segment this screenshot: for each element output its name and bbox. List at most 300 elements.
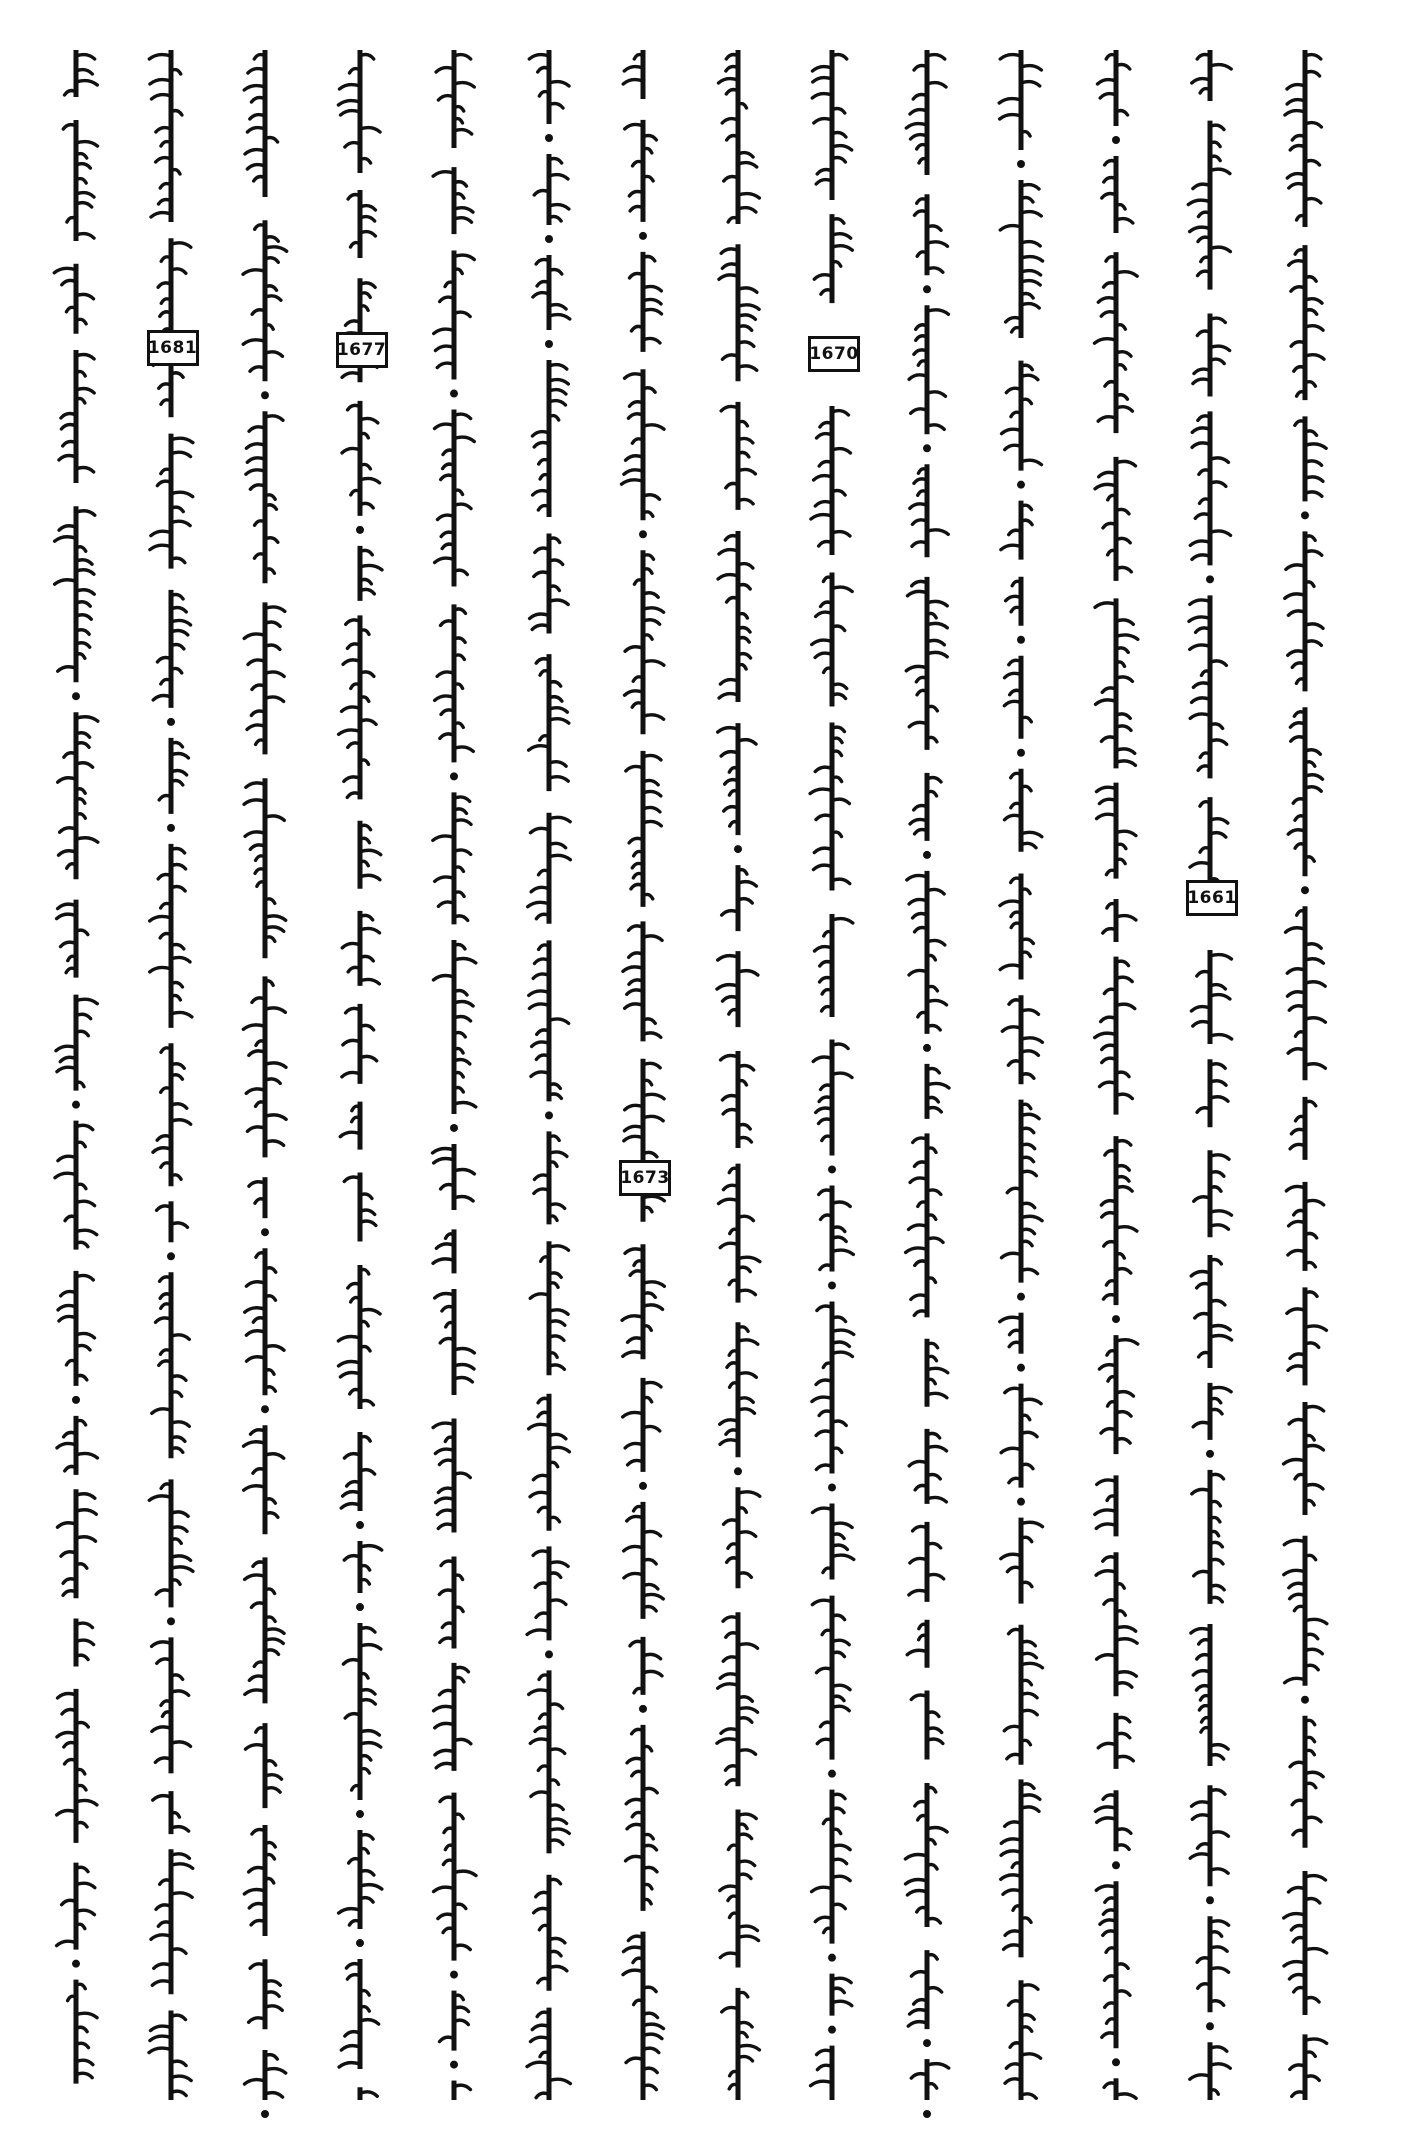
glyph-stroke [76, 81, 97, 85]
glyph-stroke [454, 820, 471, 824]
glyph-stroke [1004, 701, 1021, 705]
year-marker: 1677 [336, 332, 388, 368]
glyph-stroke [815, 502, 832, 506]
glyph-stroke [738, 315, 755, 319]
glyph-stroke [1001, 1875, 1021, 1879]
glyph-stroke [150, 1935, 170, 1939]
text-column [1275, 40, 1335, 2120]
mongolian-script-glyphs [424, 40, 484, 2120]
glyph-stroke [909, 899, 927, 903]
glyph-stroke [1116, 1392, 1133, 1396]
glyph-stroke [1305, 355, 1324, 359]
glyph-stroke [1190, 600, 1210, 604]
glyph-stroke [1002, 1253, 1021, 1257]
glyph-stroke [245, 1575, 265, 1579]
glyph-stroke [643, 1671, 662, 1675]
glyph-stroke [342, 373, 360, 377]
glyph-stroke [1190, 863, 1210, 867]
glyph-stroke [832, 1706, 849, 1710]
text-column [802, 40, 862, 2120]
glyph-stroke [171, 521, 190, 525]
glyph-stroke [927, 1000, 947, 1004]
glyph-stroke [1210, 740, 1227, 744]
punctuation-dot [828, 2026, 836, 2034]
glyph-stroke [832, 1876, 850, 1880]
glyph-stroke [832, 879, 850, 883]
glyph-stroke [434, 1706, 454, 1710]
glyph-stroke [342, 943, 360, 947]
glyph-stroke [832, 919, 853, 923]
punctuation-dot [261, 391, 269, 399]
glyph-stroke [244, 1890, 265, 1894]
glyph-stroke [1288, 1049, 1305, 1053]
glyph-stroke [832, 246, 852, 250]
glyph-stroke [738, 1861, 755, 1865]
glyph-stroke [1000, 1317, 1021, 1321]
glyph-stroke [1096, 1524, 1116, 1528]
glyph-stroke [529, 55, 549, 59]
glyph-stroke [436, 1763, 454, 1767]
glyph-stroke [244, 1486, 265, 1490]
glyph-stroke [171, 1567, 193, 1571]
glyph-stroke [527, 1630, 549, 1634]
glyph-stroke [171, 1854, 189, 1858]
glyph-stroke [150, 531, 170, 535]
glyph-stroke [1305, 1649, 1322, 1653]
punctuation-dot [1301, 1696, 1309, 1704]
glyph-stroke [1191, 1271, 1210, 1275]
glyph-stroke [1116, 461, 1135, 465]
glyph-stroke [149, 545, 170, 549]
glyph-stroke [1097, 80, 1116, 84]
glyph-stroke [1021, 1038, 1042, 1042]
punctuation-dot [356, 1810, 364, 1818]
glyph-stroke [549, 1434, 566, 1438]
glyph-stroke [1286, 85, 1304, 89]
punctuation-dot [356, 1603, 364, 1611]
glyph-stroke [171, 1012, 192, 1016]
glyph-stroke [738, 1290, 755, 1294]
glyph-stroke [1116, 831, 1136, 835]
text-column [708, 40, 768, 2120]
glyph-stroke [643, 608, 664, 612]
glyph-stroke [1305, 1445, 1323, 1449]
glyph-stroke [360, 1645, 381, 1649]
glyph-stroke [832, 799, 849, 803]
glyph-stroke [246, 1282, 265, 1286]
punctuation-dot [261, 1228, 269, 1236]
glyph-stroke [171, 753, 188, 757]
glyph-stroke [1000, 55, 1021, 59]
punctuation-dot [1301, 886, 1309, 894]
glyph-stroke [549, 1152, 567, 1156]
punctuation-dot [356, 1521, 364, 1529]
glyph-stroke [247, 1357, 265, 1361]
glyph-stroke [1021, 1010, 1039, 1014]
glyph-stroke [76, 1883, 95, 1887]
text-column [897, 40, 957, 2120]
glyph-stroke [527, 902, 548, 906]
glyph-stroke [625, 374, 643, 378]
glyph-stroke [1192, 1802, 1210, 1806]
glyph-stroke [247, 725, 265, 729]
glyph-stroke [643, 2034, 662, 2038]
punctuation-dot [639, 232, 647, 240]
glyph-stroke [738, 1373, 756, 1377]
glyph-stroke [906, 666, 927, 670]
glyph-stroke [1098, 472, 1115, 476]
glyph-stroke [643, 755, 661, 759]
mongolian-script-glyphs [897, 40, 957, 2120]
glyph-stroke [360, 928, 380, 932]
glyph-stroke [244, 86, 265, 90]
glyph-stroke [549, 175, 568, 179]
glyph-stroke [151, 1409, 170, 1413]
glyph-stroke [643, 425, 664, 429]
glyph-stroke [1283, 1570, 1304, 1574]
glyph-stroke [738, 1532, 756, 1536]
glyph-stroke [999, 99, 1021, 103]
glyph-stroke [454, 1169, 474, 1173]
glyph-stroke [549, 855, 570, 859]
glyph-stroke [1210, 2047, 1227, 2051]
glyph-stroke [832, 1978, 851, 1982]
glyph-stroke [1305, 1018, 1325, 1022]
glyph-stroke [265, 916, 286, 920]
glyph-stroke [1288, 830, 1305, 834]
glyph-stroke [643, 1594, 663, 1598]
punctuation-dot [1112, 136, 1120, 144]
glyph-stroke [433, 1423, 454, 1427]
glyph-stroke [360, 2020, 379, 2024]
glyph-stroke [1191, 1007, 1210, 1011]
glyph-stroke [1286, 1309, 1304, 1313]
glyph-stroke [437, 363, 454, 367]
glyph-stroke [435, 1449, 454, 1453]
glyph-stroke [643, 1116, 663, 1120]
glyph-stroke [1000, 226, 1021, 230]
glyph-stroke [530, 1792, 548, 1796]
glyph-stroke [1021, 1663, 1042, 1667]
punctuation-dot [1206, 575, 1214, 583]
glyph-stroke [171, 1827, 189, 1831]
glyph-stroke [1287, 1250, 1304, 1254]
glyph-stroke [171, 630, 188, 634]
glyph-stroke [1096, 1818, 1115, 1822]
glyph-stroke [1021, 185, 1039, 189]
glyph-stroke [433, 1259, 454, 1263]
glyph-stroke [454, 208, 473, 212]
punctuation-dot [261, 2110, 269, 2118]
glyph-stroke [623, 967, 643, 971]
mongolian-script-glyphs [1086, 40, 1146, 2120]
glyph-stroke [1116, 1639, 1137, 1643]
glyph-stroke [149, 916, 170, 920]
punctuation-dot [923, 2110, 931, 2118]
glyph-stroke [1000, 965, 1021, 969]
glyph-stroke [738, 1257, 760, 1261]
glyph-stroke [1190, 227, 1210, 231]
glyph-stroke [76, 590, 94, 594]
glyph-stroke [59, 851, 76, 855]
glyph-stroke [643, 807, 660, 811]
glyph-stroke [1095, 603, 1116, 607]
glyph-stroke [1116, 1340, 1138, 1344]
punctuation-dot [1017, 1293, 1025, 1301]
glyph-stroke [910, 819, 927, 823]
glyph-stroke [171, 438, 193, 442]
glyph-stroke [738, 366, 757, 370]
glyph-stroke [1305, 1876, 1325, 1880]
glyph-stroke [76, 511, 95, 515]
glyph-stroke [643, 1426, 660, 1430]
glyph-stroke [149, 967, 170, 971]
glyph-stroke [738, 1926, 757, 1930]
glyph-stroke [76, 1640, 94, 1644]
mongolian-script-glyphs [46, 40, 106, 2120]
glyph-stroke [435, 346, 454, 350]
glyph-stroke [265, 2006, 282, 2010]
punctuation-dot [1112, 1315, 1120, 1323]
glyph-stroke [265, 1141, 284, 1145]
glyph-stroke [1116, 1004, 1135, 1008]
glyph-stroke [738, 288, 757, 292]
glyph-stroke [151, 1642, 170, 1646]
glyph-stroke [1284, 1962, 1305, 1966]
glyph-stroke [832, 1352, 852, 1356]
punctuation-dot [545, 1650, 553, 1658]
glyph-stroke [1190, 645, 1210, 649]
punctuation-dot [356, 1939, 364, 1947]
glyph-stroke [738, 194, 759, 198]
glyph-stroke [338, 101, 360, 105]
glyph-stroke [623, 1412, 643, 1416]
glyph-stroke [909, 375, 927, 379]
glyph-stroke [719, 1886, 737, 1890]
glyph-stroke [549, 390, 566, 394]
text-column [46, 40, 106, 2120]
glyph-stroke [1210, 1832, 1228, 1836]
glyph-stroke [454, 83, 474, 87]
glyph-stroke [832, 449, 850, 453]
glyph-stroke [832, 2001, 852, 2005]
glyph-stroke [265, 816, 284, 820]
glyph-stroke [927, 83, 946, 87]
glyph-stroke [340, 1132, 360, 1136]
glyph-stroke [720, 1729, 737, 1733]
glyph-stroke [1096, 1886, 1116, 1890]
glyph-stroke [815, 767, 832, 771]
glyph-stroke [171, 1512, 188, 1516]
glyph-stroke [530, 828, 549, 832]
glyph-stroke [360, 979, 379, 983]
glyph-stroke [1116, 272, 1137, 276]
glyph-stroke [927, 55, 945, 59]
glyph-stroke [906, 875, 926, 879]
glyph-stroke [716, 1739, 737, 1743]
glyph-stroke [454, 218, 471, 222]
glyph-stroke [905, 1880, 926, 1884]
glyph-stroke [76, 55, 95, 59]
glyph-stroke [246, 1331, 265, 1335]
glyph-stroke [1192, 79, 1210, 83]
glyph-stroke [721, 406, 738, 410]
glyph-stroke [434, 329, 454, 333]
glyph-stroke [927, 889, 944, 893]
glyph-stroke [1095, 700, 1115, 704]
glyph-stroke [55, 1173, 76, 1177]
glyph-stroke [832, 1555, 854, 1559]
glyph-stroke [1116, 749, 1135, 753]
glyph-stroke [247, 458, 265, 462]
glyph-stroke [832, 532, 850, 536]
glyph-stroke [1021, 82, 1040, 86]
glyph-stroke [1210, 1155, 1229, 1159]
glyph-stroke [265, 416, 283, 420]
glyph-stroke [549, 2079, 570, 2083]
glyph-stroke [529, 1004, 549, 1008]
glyph-stroke [1001, 1554, 1021, 1558]
glyph-stroke [437, 672, 454, 676]
glyph-stroke [1001, 1851, 1021, 1855]
glyph-stroke [738, 1814, 756, 1818]
glyph-stroke [623, 1947, 643, 1951]
punctuation-dot [167, 1252, 175, 1260]
glyph-stroke [76, 193, 94, 197]
glyph-stroke [1287, 1366, 1304, 1370]
glyph-stroke [1116, 916, 1136, 920]
glyph-stroke [1098, 1743, 1116, 1747]
glyph-stroke [1210, 1968, 1229, 1972]
glyph-stroke [360, 418, 378, 422]
glyph-stroke [1004, 1945, 1021, 1949]
glyph-stroke [338, 730, 359, 734]
glyph-stroke [57, 1810, 76, 1814]
glyph-stroke [1210, 169, 1230, 173]
glyph-stroke [76, 388, 94, 392]
glyph-stroke [245, 1308, 265, 1312]
glyph-stroke [530, 1492, 549, 1496]
glyph-stroke [814, 275, 832, 279]
glyph-stroke [1305, 2039, 1327, 2043]
glyph-stroke [832, 234, 851, 238]
glyph-stroke [1305, 624, 1323, 628]
glyph-stroke [1305, 959, 1323, 963]
text-column [613, 40, 673, 2120]
glyph-stroke [76, 1333, 94, 1337]
glyph-stroke [623, 1352, 643, 1356]
glyph-stroke [549, 1310, 568, 1314]
glyph-stroke [643, 1382, 661, 1386]
glyph-stroke [434, 1887, 454, 1891]
glyph-stroke [720, 1056, 737, 1060]
glyph-stroke [246, 1745, 265, 1749]
glyph-stroke [1210, 2064, 1230, 2068]
glyph-stroke [927, 940, 945, 944]
glyph-stroke [1002, 429, 1021, 433]
glyph-stroke [1190, 1854, 1210, 1858]
glyph-stroke [738, 305, 759, 309]
glyph-stroke [832, 587, 852, 591]
glyph-stroke [1210, 1335, 1232, 1339]
glyph-stroke [738, 1340, 758, 1344]
glyph-stroke [151, 1727, 170, 1731]
glyph-stroke [906, 124, 927, 128]
glyph-stroke [812, 1397, 832, 1401]
glyph-stroke [832, 1330, 854, 1334]
glyph-stroke [76, 1201, 95, 1205]
glyph-stroke [643, 661, 664, 665]
glyph-stroke [360, 1731, 379, 1735]
glyph-stroke [1210, 247, 1230, 251]
glyph-stroke [623, 80, 643, 84]
glyph-stroke [243, 270, 265, 274]
glyph-stroke [56, 1046, 76, 1050]
glyph-stroke [265, 1639, 283, 1643]
glyph-stroke [454, 958, 476, 962]
glyph-stroke [810, 789, 832, 793]
punctuation-dot [1017, 481, 1025, 489]
glyph-stroke [719, 1420, 737, 1424]
glyph-stroke [1021, 1807, 1039, 1811]
glyph-stroke [1305, 775, 1323, 779]
glyph-stroke [248, 660, 265, 664]
glyph-stroke [832, 1342, 849, 1346]
glyph-stroke [1192, 555, 1210, 559]
punctuation-dot [545, 235, 553, 243]
glyph-stroke [454, 1196, 473, 1200]
glyph-stroke [927, 601, 947, 605]
glyph-stroke [1094, 1033, 1115, 1037]
glyph-stroke [908, 1225, 926, 1229]
glyph-stroke [265, 927, 284, 931]
glyph-stroke [1305, 477, 1323, 481]
glyph-stroke [171, 1864, 193, 1868]
glyph-stroke [1192, 443, 1210, 447]
glyph-stroke [55, 580, 76, 584]
glyph-stroke [1305, 1619, 1327, 1623]
punctuation-dot [639, 1482, 647, 1490]
glyph-stroke [265, 697, 284, 701]
glyph-stroke [927, 2064, 949, 2068]
glyph-stroke [549, 600, 568, 604]
glyph-stroke [1193, 1022, 1210, 1026]
glyph-stroke [643, 1531, 661, 1535]
glyph-stroke [1305, 1406, 1324, 1410]
punctuation-dot [545, 1111, 553, 1119]
glyph-stroke [1305, 299, 1322, 303]
glyph-stroke [1021, 66, 1041, 70]
glyph-stroke [718, 275, 737, 279]
glyph-stroke [927, 1497, 946, 1501]
glyph-stroke [832, 1523, 852, 1527]
glyph-stroke [454, 1348, 474, 1352]
glyph-stroke [1305, 492, 1322, 496]
glyph-stroke [339, 2063, 360, 2067]
glyph-stroke [528, 1690, 548, 1694]
glyph-stroke [1096, 787, 1115, 791]
glyph-stroke [530, 1739, 549, 1743]
glyph-stroke [76, 142, 97, 146]
glyph-stroke [454, 1001, 473, 1005]
glyph-stroke [1189, 617, 1210, 621]
glyph-stroke [909, 2010, 926, 2014]
glyph-stroke [832, 1250, 853, 1254]
glyph-stroke [360, 850, 381, 854]
glyph-stroke [927, 242, 947, 246]
punctuation-dot [923, 285, 931, 293]
glyph-stroke [1305, 1200, 1324, 1204]
